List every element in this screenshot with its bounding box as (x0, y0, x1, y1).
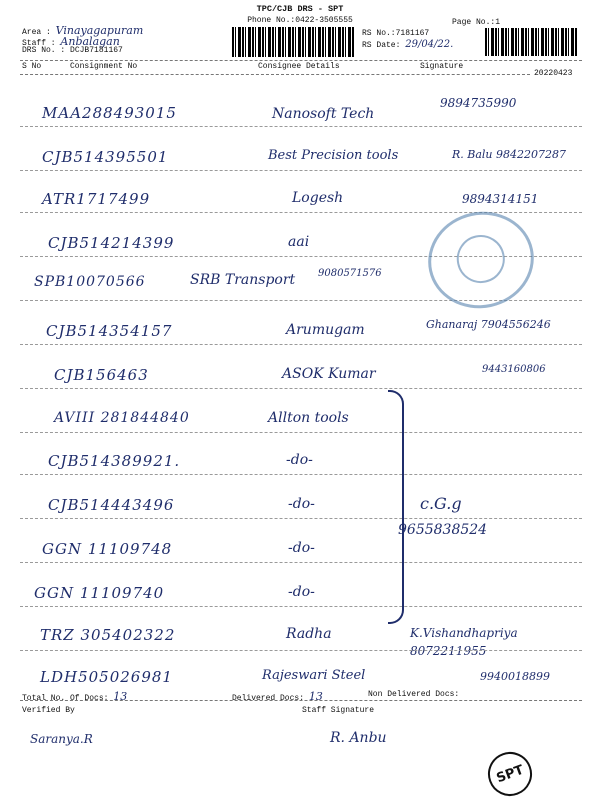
consignment-no: GGN 11109748 (42, 540, 173, 558)
spt-stamp: SPT (482, 746, 538, 802)
consignee-name: Rajeswari Steel (262, 668, 366, 683)
phone-number: Phone No.:0422-3505555 (247, 16, 353, 25)
group-signature: c.G.g (420, 494, 462, 513)
row-divider (20, 606, 582, 607)
row-divider (20, 432, 582, 433)
staff-value: Anbalagan (60, 35, 120, 48)
signature-text: 9080571576 (318, 268, 382, 279)
rs-no-row (362, 29, 429, 38)
col-signature: Signature (420, 62, 464, 71)
signature-text: 9940018899 (480, 670, 550, 683)
rs-date-value: 29/04/22. (405, 39, 454, 50)
rs-date-row (362, 39, 453, 50)
consignment-no: AVIII 281844840 (54, 410, 190, 426)
consignee-name: -do- (288, 496, 315, 512)
consignee-name: Arumugam (286, 322, 365, 338)
row-divider (20, 126, 582, 127)
header-divider (20, 60, 582, 61)
row-divider (20, 518, 582, 519)
signature-text: 9443160806 (482, 364, 546, 375)
page-value: 1 (495, 18, 501, 27)
page-label: Page No.: (452, 18, 496, 27)
consignee-name: Logesh (292, 190, 344, 206)
consignee-name: -do- (286, 452, 313, 468)
consignment-no: ATR1717499 (42, 190, 151, 208)
total-docs (22, 690, 127, 703)
consignment-no: MAA288493015 (42, 104, 177, 122)
rs-no-value: 7181167 (395, 29, 430, 38)
print-date: 20220423 (534, 69, 573, 78)
columns-divider (20, 74, 530, 75)
consignee-name: aai (288, 234, 310, 250)
area-label: Area : (22, 28, 51, 37)
drs-value: DCJB7181167 (70, 46, 123, 55)
consignment-no: LDH505026981 (40, 668, 173, 686)
area-value: Vinayagapuram (55, 24, 144, 37)
rs-no-label: RS No.: (362, 29, 396, 38)
consignee-name: ASOK Kumar (282, 366, 376, 382)
total-label: Total No. Of Docs: (22, 694, 109, 703)
consignment-no: CJB514214399 (48, 234, 175, 252)
page-row (452, 18, 500, 27)
row-divider (20, 650, 582, 651)
col-sno: S No (22, 62, 42, 71)
signature-text: 9894314151 (462, 192, 539, 206)
staff-signature-label: Staff Signature (302, 706, 375, 715)
group-brace (388, 390, 404, 624)
row-divider (20, 388, 582, 389)
row-divider (20, 170, 582, 171)
row-divider (20, 344, 582, 345)
signature-text: R. Balu 9842207287 (452, 148, 567, 161)
drs-label: DRS No. : (22, 46, 66, 55)
consignment-no: CJB514354157 (46, 322, 173, 340)
delivered-docs (232, 690, 323, 703)
delivered-value: 13 (308, 690, 323, 703)
delivered-label: Delivered Docs: (232, 694, 305, 703)
footer-divider (20, 700, 582, 701)
verified-by-label: Verified By (22, 706, 75, 715)
document-title: TPC/CJB DRS - SPT (256, 4, 344, 14)
stamp-inner-ring (452, 231, 509, 288)
consignment-no: TRZ 305402322 (40, 626, 176, 644)
consignment-no: CJB156463 (54, 366, 149, 384)
consignment-no: GGN 11109740 (34, 584, 165, 602)
consignee-name: -do- (288, 584, 315, 600)
signature-text: Ghanaraj 7904556246 (426, 318, 551, 331)
non-delivered-docs (368, 690, 459, 699)
rs-date-label: RS Date: (362, 41, 401, 50)
non-delivered-label: Non Delivered Docs: (368, 690, 460, 699)
staff-signature: R. Anbu (330, 730, 387, 746)
consignee-name: SRB Transport (190, 272, 296, 288)
consignee-name: -do- (288, 540, 315, 556)
col-consignment: Consignment No (70, 62, 138, 71)
total-value: 13 (113, 690, 128, 703)
verified-signature: Saranya.R (30, 732, 93, 746)
signature-text: K.Vishandhapriya 8072211955 (410, 626, 518, 658)
consignment-no: CJB514395501 (42, 148, 169, 166)
row-divider (20, 474, 582, 475)
consignee-name: Best Precision tools (268, 148, 399, 163)
consignment-no: CJB514389921. (48, 452, 181, 470)
signature-text: 9894735990 (440, 96, 517, 110)
col-consignee: Consignee Details (258, 62, 340, 71)
drs-row (22, 46, 123, 55)
group-signature-phone: 9655838524 (398, 522, 488, 538)
staff-label: Staff : (22, 39, 56, 48)
consignee-name: Allton tools (268, 410, 349, 426)
consignee-name: Radha (286, 626, 332, 642)
consignment-no: SPB10070566 (34, 274, 146, 290)
consignee-name: Nanosoft Tech (272, 106, 375, 122)
barcode-image (232, 27, 354, 57)
row-divider (20, 562, 582, 563)
barcode-image-2 (485, 28, 577, 56)
consignment-no: CJB514443496 (48, 496, 175, 514)
